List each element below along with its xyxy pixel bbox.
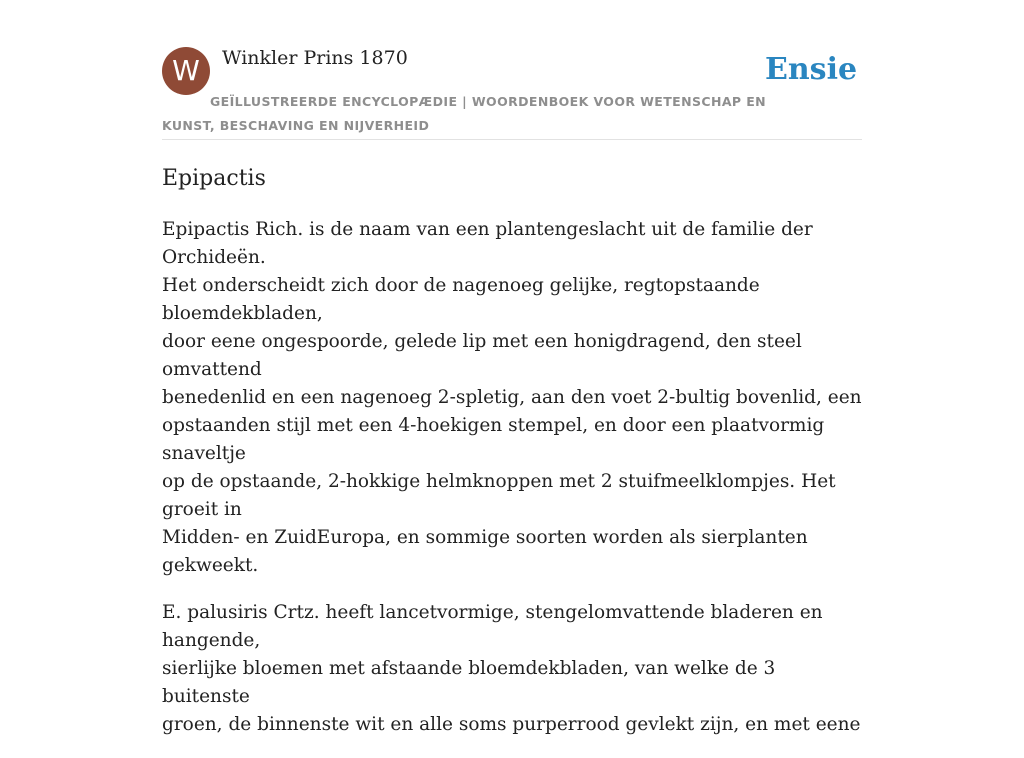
source-subtitle: GEÏLLUSTREERDE ENCYCLOPÆDIE | WOORDENBOEK VOOR WETENSCHAP EN KUNST, BESCHAVING EN NIJVERHEID	[162, 94, 767, 133]
ensie-logo[interactable]: Ensie	[765, 52, 858, 87]
header-divider	[162, 139, 862, 140]
entry-paragraph: Epipactis Rich. is de naam van een plantengeslacht uit de familie der Orchideën. Het onderscheidt zich door de nagenoeg gelijke, regtopstaande bloemdekbladen, door eene ongespoorde, gelede lip met een honigdragend, den steel omvattend benedenlid en een nagenoeg 2-spletig, aan den voet 2-bultig bovenlid, een opstaanden stijl met een 4-hoekigen stempel, en door een plaatvormig snaveltje op de opstaande, 2-hokkige helmknoppen met 2 stuifmeelklompjes. Het groeit in Midden- en ZuidEuropa, en sommige soorten worden als sierplanten gekweekt.	[162, 219, 862, 576]
source-title-link[interactable]: Winkler Prins 1870	[222, 47, 408, 69]
entry-title: Epipactis	[162, 166, 266, 191]
entry-body	[162, 216, 862, 758]
source-avatar[interactable]: W	[162, 47, 210, 95]
entry-paragraph: E. palusiris Crtz. heeft lancetvormige, stengelomvattende bladeren en hangende, sierlijke bloemen met afstaande bloemdekbladen, van welke de 3 buitenste groen, de binnenste wit en alle soms purperrood gevlekt zijn, en met eene	[162, 602, 861, 735]
